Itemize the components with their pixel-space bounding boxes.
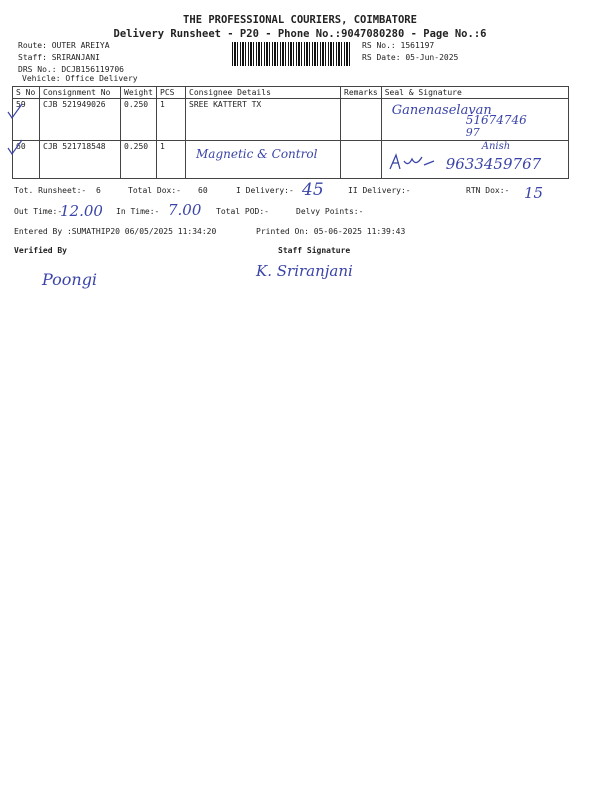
i-delivery-value: 45 bbox=[302, 180, 324, 200]
table-row bbox=[13, 99, 569, 141]
row-pcs: 1 bbox=[157, 141, 186, 179]
col-sno: S No bbox=[13, 87, 40, 99]
rs-date-text: RS Date: 05-Jun-2025 bbox=[362, 53, 459, 62]
row-remarks bbox=[341, 141, 382, 179]
seal-phone-handwritten: 51674746 bbox=[465, 113, 527, 127]
verified-by-label: Verified By bbox=[14, 246, 67, 255]
signature-scribble bbox=[388, 151, 436, 173]
total-pod-label: Total POD:- bbox=[216, 207, 269, 216]
in-time-value: 7.00 bbox=[168, 201, 202, 219]
seal-phone-handwritten: 9633459767 bbox=[445, 155, 542, 173]
company-name: THE PROFESSIONAL COURIERS, COIMBATORE bbox=[183, 14, 417, 26]
total-dox-label: Total Dox:- bbox=[128, 186, 181, 195]
col-consignee: Consignee Details bbox=[186, 87, 341, 99]
row-consignee: SREE KATTERT TX bbox=[186, 99, 341, 141]
out-time-value: 12.00 bbox=[60, 202, 103, 220]
col-remarks: Remarks bbox=[341, 87, 382, 99]
out-time-label: Out Time:- bbox=[14, 207, 63, 216]
vehicle-text: Vehicle: Office Delivery bbox=[22, 74, 138, 83]
tot-runsheet-label: Tot. Runsheet:- bbox=[14, 186, 87, 195]
col-seal: Seal & Signature bbox=[381, 87, 568, 99]
rtn-dox-value: 15 bbox=[524, 184, 544, 202]
row-weight: 0.250 bbox=[121, 141, 157, 179]
staff-handwritten-signature: K. Sriranjani bbox=[256, 262, 353, 280]
row-consignment: CJB 521718548 bbox=[40, 141, 121, 179]
row-seal-cell bbox=[381, 99, 568, 141]
row-seal-cell bbox=[381, 141, 568, 179]
runsheet-title: Delivery Runsheet - P20 - Phone No.:9047080280 - Page No.:6 bbox=[113, 28, 487, 40]
entered-by-text: Entered By :SUMATHIP20 06/05/2025 11:34:20 bbox=[14, 227, 217, 236]
row-weight: 0.250 bbox=[121, 99, 157, 141]
rtn-dox-label: RTN Dox:- bbox=[466, 186, 510, 195]
col-weight: Weight bbox=[121, 87, 157, 99]
barcode-image bbox=[232, 42, 350, 66]
row-consignee bbox=[186, 141, 341, 179]
i-delivery-label: I Delivery:- bbox=[236, 186, 294, 195]
seal-extra-handwritten: 97 bbox=[465, 126, 480, 139]
row-remarks bbox=[341, 99, 382, 141]
table-row bbox=[13, 141, 569, 179]
route-text: Route: OUTER AREIYA bbox=[18, 41, 110, 50]
verified-signature: Poongi bbox=[42, 270, 98, 289]
row-pcs: 1 bbox=[157, 99, 186, 141]
row-sno: 60 bbox=[13, 141, 40, 179]
seal-name-handwritten: Anish bbox=[481, 141, 511, 152]
in-time-label: In Time:- bbox=[116, 207, 160, 216]
consignee-handwritten: Magnetic & Control bbox=[196, 147, 318, 161]
col-pcs: PCS bbox=[157, 87, 186, 99]
row-consignment: CJB 521949026 bbox=[40, 99, 121, 141]
staff-signature-label: Staff Signature bbox=[278, 246, 351, 255]
drs-text: DRS No.: DCJB156119706 bbox=[18, 65, 124, 74]
tick-marks bbox=[6, 102, 26, 162]
row-sno: 59 bbox=[13, 99, 40, 141]
total-dox-value: 60 bbox=[198, 186, 208, 195]
delvy-points-label: Delvy Points:- bbox=[296, 207, 364, 216]
table-header-row bbox=[13, 87, 569, 99]
staff-text: Staff: SRIRANJANI bbox=[18, 53, 100, 62]
rs-no-text: RS No.: 1561197 bbox=[362, 41, 435, 50]
runsheet-table bbox=[12, 86, 569, 179]
seal-name-handwritten: Ganenaselavan bbox=[391, 103, 492, 118]
tot-runsheet-value: 6 bbox=[96, 186, 101, 195]
col-consignment: Consignment No bbox=[40, 87, 121, 99]
ii-delivery-label: II Delivery:- bbox=[348, 186, 411, 195]
printed-on-text: Printed On: 05-06-2025 11:39:43 bbox=[256, 227, 406, 236]
